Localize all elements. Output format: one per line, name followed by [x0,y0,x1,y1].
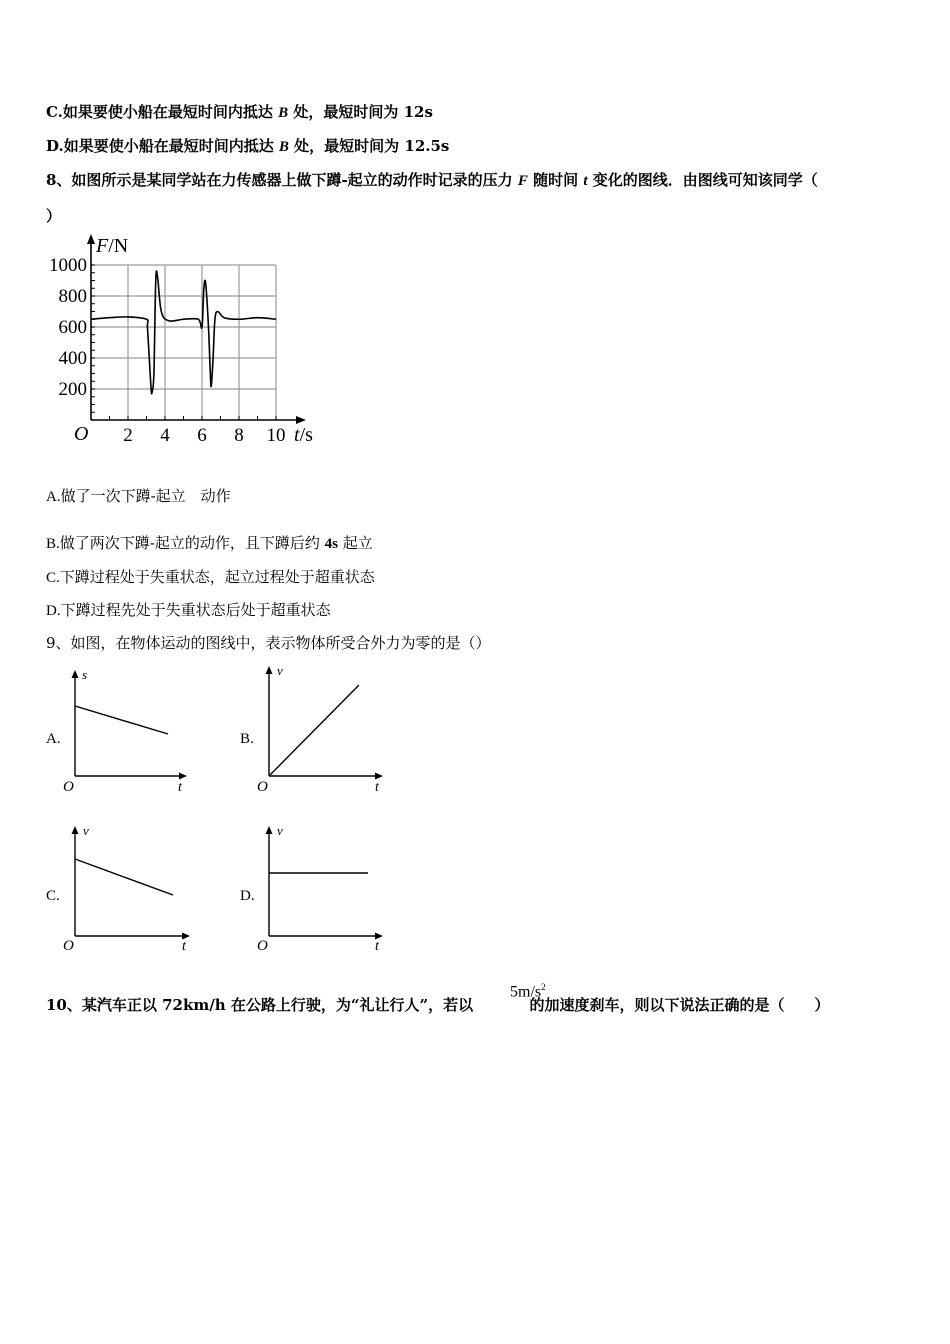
q9-letter-d: D. [240,888,255,904]
svg-text:t: t [178,780,182,795]
x-tick-label: 6 [197,425,207,446]
q7-option-c: C.如果要使小船在最短时间内抵达 B 处，最短时间为 12s [46,103,433,121]
svg-text:v: v [83,823,89,838]
svg-text:v: v [277,823,283,838]
q9-graph-d [252,820,392,956]
x-axis-label: t/s [294,424,313,446]
chart-axes [87,234,306,424]
q10-stem: 10、某汽车正以 72km/h 在公路上行驶，为“礼让行人”，若以 的加速度刹车，则以下说法正确的是（ ） [46,996,830,1014]
y-tick-label: 800 [58,286,87,307]
x-tick-label: 4 [160,425,170,446]
svg-text:O: O [257,779,268,795]
y-tick-label: 200 [58,379,87,400]
x-axis-arrow [296,416,306,424]
q8-option-b: B.做了两次下蹲-起立的动作，且下蹲后约 4s 起立 [46,534,373,552]
q9-stem: 9、如图，在物体运动的图线中，表示物体所受合外力为零的是（） [46,634,491,652]
q9-letter-c: C. [46,888,60,904]
q9-letter-b: B. [240,731,254,747]
q10-acceleration: $5m/s^2$ [510,982,546,1001]
svg-text:v: v [277,663,283,678]
q8-stem: 8、如图所示是某同学站在力传感器上做下蹲-起立的动作时记录的压力 F 随时间 t 变化的图线．由图线可知该同学（ [46,171,818,189]
y-tick-label: 600 [58,317,87,338]
q7-option-d: D.如果要使小船在最短时间内抵达 B 处，最短时间为 12.5s [46,137,450,155]
origin-label: O [74,423,89,445]
q9-graph-a [58,664,198,798]
svg-text:t: t [375,939,379,954]
x-tick-label: 8 [234,425,244,446]
svg-text:O: O [63,779,74,795]
x-tick-label: 10 [266,425,286,446]
y-tick-label: 400 [58,348,87,369]
q8-option-d: D.下蹲过程先处于失重状态后处于超重状态 [46,601,331,619]
y-tick-label: 1000 [49,255,87,276]
svg-text:O: O [63,938,74,954]
q8-stem-end: ） [46,207,62,225]
q8-option-a: A.做了一次下蹲-起立 动作 [46,487,231,505]
q9-graph-c [58,820,198,956]
svg-text:O: O [257,938,268,954]
y-axis-arrow [87,234,95,244]
chart-labels [49,235,313,446]
svg-text:t: t [182,939,186,954]
chart-grid [91,265,276,420]
x-tick-label: 2 [123,425,133,446]
q9-graph-b [252,660,392,798]
force-time-chart [40,232,330,447]
svg-text:t: t [375,780,379,795]
s-t-decreasing-line [75,706,168,734]
q8-option-c: C.下蹲过程处于失重状态，起立过程处于超重状态 [46,568,375,586]
q9-letter-a: A. [46,731,61,747]
v-t-decreasing-line [75,859,173,895]
chart-ticks [91,265,276,420]
svg-text:s: s [82,667,88,682]
v-t-increasing-line [269,685,359,776]
force-series-line [91,271,276,394]
y-axis-label: F/N [96,235,129,257]
